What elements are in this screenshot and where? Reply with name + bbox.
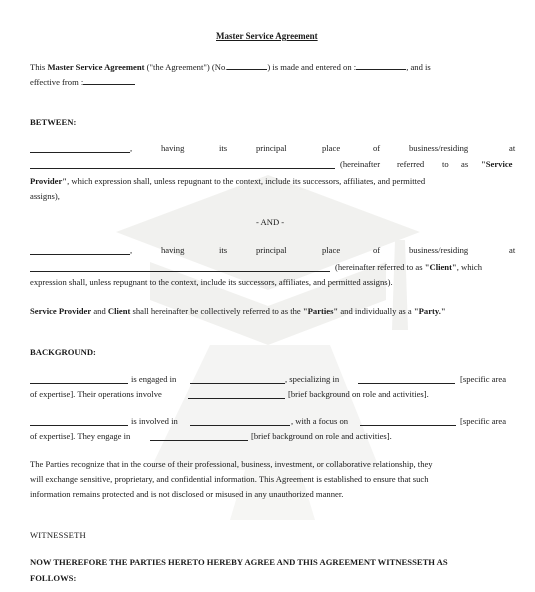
p2-line-3: expression shall, unless repugnant to the context, include its successors, affiliates, and permitted assigns). [30, 277, 393, 287]
bg1-operations: of expertise]. Their operations involve [30, 389, 162, 399]
p1-having: having [161, 143, 185, 153]
parties-quote: "Parties" [302, 306, 339, 316]
p2-place: place [322, 245, 341, 255]
and-separator: - AND - [256, 217, 285, 227]
entered-date-blank[interactable] [356, 61, 406, 70]
service-provider-name-blank[interactable] [30, 151, 130, 153]
bg2-brief-background: [brief background on role and activities]. [251, 431, 392, 441]
now-therefore-line-2: FOLLOWS: [30, 573, 77, 583]
recognize-line-1: The Parties recognize that in the course of their professional, business, investment, or collaborative relationship, they [30, 459, 433, 469]
bg1-engaged: is engaged in [131, 374, 177, 384]
bg2-engage-blank[interactable] [150, 439, 248, 441]
client-name-blank[interactable] [30, 253, 130, 255]
intro-line-2 [30, 76, 135, 88]
intro-agreement-name: Master Service Agreement [47, 62, 145, 72]
p1-service-quote: "Service [481, 159, 513, 169]
p2-having: having [161, 245, 185, 255]
p2-line-2 [335, 262, 482, 273]
p1-hereinafter: (hereinafter [340, 159, 381, 169]
intro-effective-from: effective from : [30, 77, 84, 87]
p1-referred: referred [397, 159, 425, 169]
bg2-focus: , with a focus on [291, 416, 349, 426]
recognize-line-2: will exchange sensitive, proprietary, and confidential information. This Agreement is established to ensure that such [30, 474, 429, 484]
p1-at: at [509, 143, 516, 153]
bg2-involved: is involved in [131, 416, 178, 426]
bg2-field-blank[interactable] [190, 424, 290, 426]
intro-line-1 [30, 61, 431, 73]
p2-hereinafter: (hereinafter referred to as [335, 262, 423, 272]
p2-of: of [373, 245, 381, 255]
p1-line-3 [30, 176, 425, 187]
p1-principal: principal [256, 143, 287, 153]
agreement-number-blank[interactable] [227, 61, 267, 70]
p1-place: place [322, 143, 341, 153]
intro-entered-on: ) is made and entered on : [267, 62, 357, 72]
bg2-focus-blank[interactable] [360, 424, 456, 426]
parties-mid: shall hereinafter be collectively referred to as the [132, 306, 301, 316]
page-title: Master Service Agreement [216, 31, 318, 41]
p2-which: , which [456, 262, 483, 272]
parties-sp: Service Provider [30, 306, 92, 316]
intro-this: This [30, 62, 46, 72]
witnesseth-heading: WITNESSETH [30, 530, 86, 540]
now-therefore-line-1: NOW THEREFORE THE PARTIES HERETO HEREBY AGREE AND THIS AGREEMENT WITNESSETH AS [30, 557, 448, 567]
p2-client-quote: "Client" [424, 262, 457, 272]
p2-dot: , [130, 245, 133, 255]
service-provider-address-blank[interactable] [30, 167, 335, 169]
p1-business: business/residing [409, 143, 469, 153]
bg1-specializing: , specializing in [285, 374, 340, 384]
parties-client: Client [107, 306, 131, 316]
p1-its: its [219, 143, 228, 153]
recognize-line-3: information remains protected and is not disclosed or misused in any unauthorized manner. [30, 489, 344, 499]
p1-as: as [461, 159, 469, 169]
p1-expression-text: , which expression shall, unless repugnant to the context, include its successors, affiliates, and permitted [67, 176, 426, 186]
effective-date-blank[interactable] [83, 76, 135, 85]
parties-definition [30, 306, 446, 317]
bg1-brief-background: [brief background on role and activities]. [288, 389, 429, 399]
background-heading: BACKGROUND: [30, 347, 96, 357]
p1-of: of [373, 143, 381, 153]
party-quote: "Party." [413, 306, 446, 316]
intro-and-is: , and is [406, 62, 431, 72]
bg2-specific-area: [specific area [460, 416, 507, 426]
client-address-blank[interactable] [30, 270, 330, 272]
bg1-specific-area: [specific area [460, 374, 507, 384]
bg2-engage: of expertise]. They engage in [30, 431, 131, 441]
intro-the-agreement: ("the Agreement") (No. [146, 62, 228, 72]
p1-provider-label: Provider" [30, 176, 68, 186]
p1-line-4: assigns), [30, 191, 60, 201]
p1-to: to [442, 159, 449, 169]
p2-principal: principal [256, 245, 287, 255]
bg1-field-blank[interactable] [190, 382, 285, 384]
p2-its: its [219, 245, 228, 255]
parties-and-individually: and individually as a [340, 306, 412, 316]
parties-and: and [93, 306, 106, 316]
between-heading: BETWEEN: [30, 117, 77, 127]
p2-at: at [509, 245, 516, 255]
bg2-party-blank[interactable] [30, 424, 128, 426]
bg1-party-blank[interactable] [30, 382, 128, 384]
p1-dot: , [130, 143, 133, 153]
bg1-specialty-blank[interactable] [358, 382, 455, 384]
bg1-operations-blank[interactable] [188, 397, 285, 399]
p2-business: business/residing [409, 245, 469, 255]
